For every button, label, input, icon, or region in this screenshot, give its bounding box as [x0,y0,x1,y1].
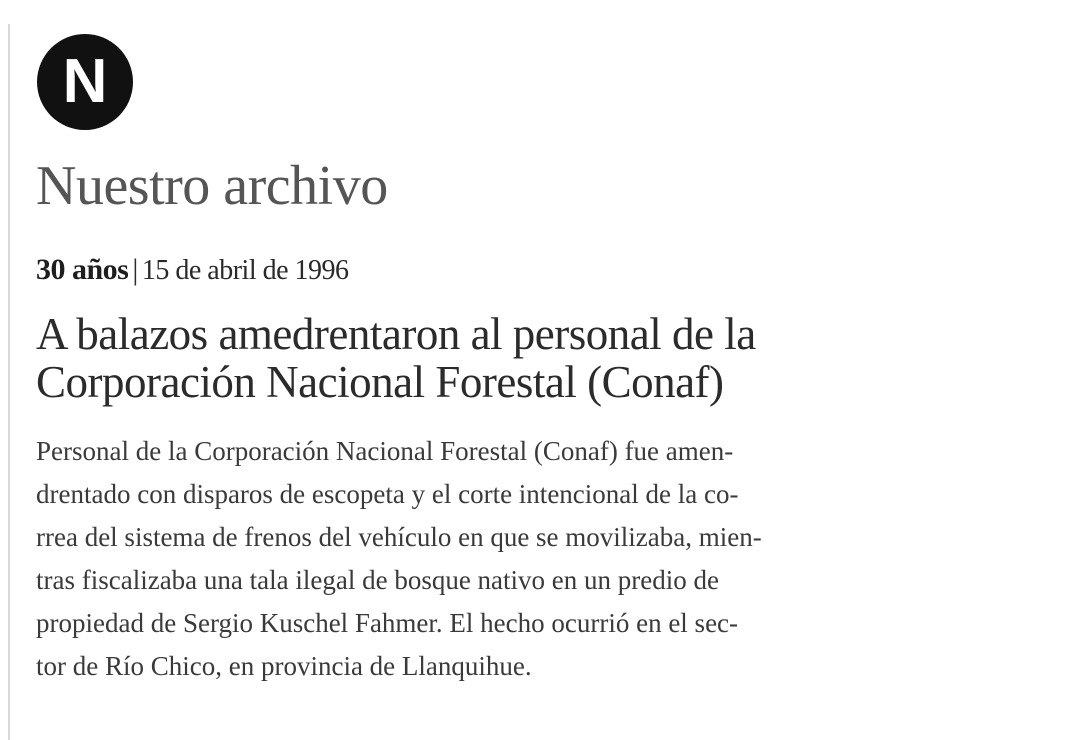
years-ago-label: 30 años [36,253,129,286]
article-headline: A balazos amedrentaron al personal de la Corporación Nacional Forestal (Conaf) [36,309,756,407]
article-body: Personal de la Corporación Nacional Forestal (Conaf) fue amen- drentado con disparos de escopeta y el corte intencional de la co- rrea del sistema de frenos del vehículo en que se movilizaba, mien- tras fiscalizaba una tala ilegal de bosque nativo en un predio de propiedad de Sergio Kuschel Fahmer. El hecho ocurrió en el sec- tor de Río Chico, en provincia de Llanquihue. [36,436,762,681]
dateline [36,255,349,285]
left-rule [8,24,10,740]
logo-letter: N [62,47,108,116]
publication-date: 15 de abril de 1996 [141,255,349,286]
newspaper-logo [37,34,133,130]
section-title: Nuestro archivo [36,155,388,217]
dateline-separator: | [132,253,138,286]
